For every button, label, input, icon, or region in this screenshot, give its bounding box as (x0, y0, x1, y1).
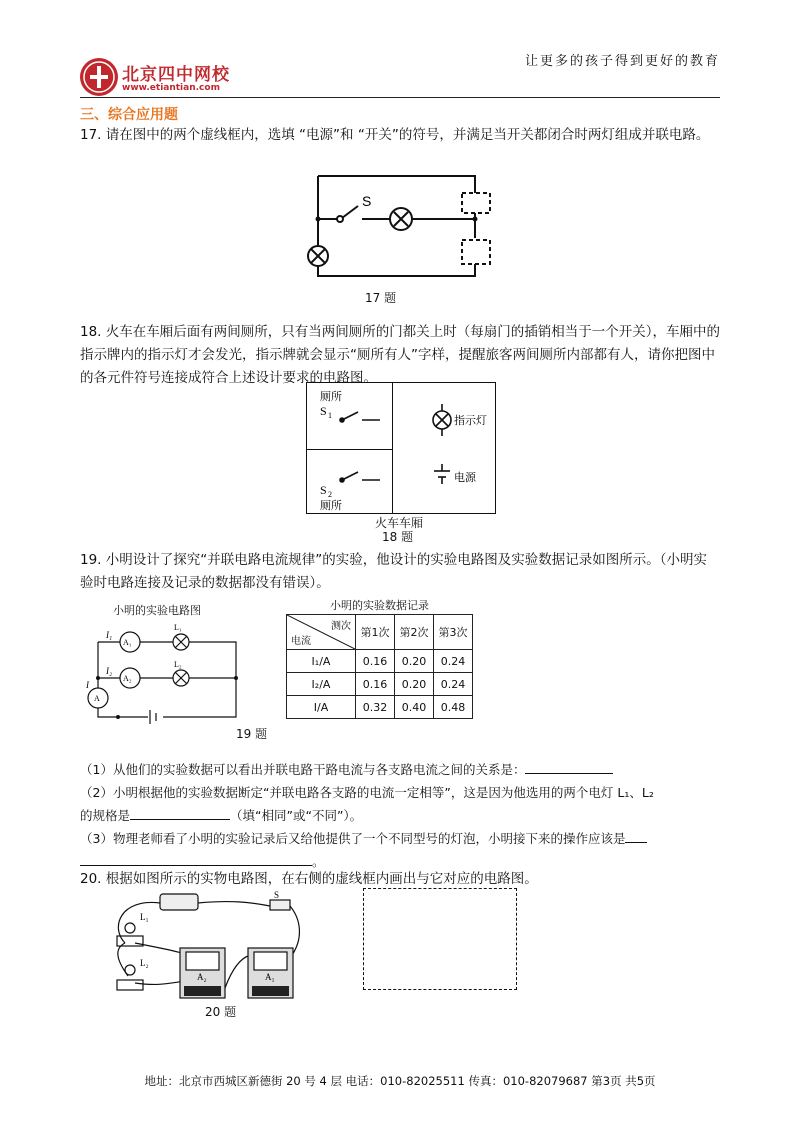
logo-url: www.etiantian.com (122, 83, 220, 93)
question-20-physical-circuit (100, 888, 320, 1013)
svg-text:厕所: 厕所 (320, 390, 342, 403)
question-17-circuit (300, 168, 510, 306)
svg-text:I: I (86, 680, 89, 690)
section-title: 三、综合应用题 (80, 107, 178, 123)
q19-sub3-blank: 。 (80, 850, 720, 873)
table-row: I₁/A 0.16 0.20 0.24 (287, 650, 473, 673)
svg-text:L₂: L₂ (174, 660, 182, 669)
svg-text:厕所: 厕所 (320, 499, 342, 512)
question-18-caption-b: 18 题 (382, 530, 414, 544)
table-row: I₂/A 0.16 0.20 0.24 (287, 673, 473, 696)
question-19-caption: 19 题 (236, 727, 268, 741)
column-header: 第3次 (434, 615, 473, 650)
answer-box[interactable] (363, 888, 517, 990)
svg-text:S: S (320, 483, 327, 497)
question-20-caption: 20 题 (205, 1005, 237, 1019)
svg-text:I₁: I₁ (106, 630, 113, 640)
switch-s-label: S (362, 193, 372, 209)
svg-text:S: S (320, 404, 327, 418)
q19-data-table (286, 614, 473, 719)
header-divider (80, 97, 720, 98)
header-slogan: 让更多的孩子得到更好的教育 (524, 54, 720, 69)
question-18-caption-a: 火车车厢 (375, 516, 424, 530)
svg-text:L₂: L₂ (140, 958, 149, 968)
svg-text:L₁: L₁ (140, 912, 149, 922)
question-18-text: 18. 火车在车厢后面有两间厕所，只有当两间厕所的门都关上时（每扇门的插销相当于一个开关），车厢中的指示牌内的指示灯才会发光，指示牌就会显示“厕所有人”字样，提醒旅客两间厕所内部都有人，请你把图中的各元件符号连接成符合上述设计要求的电路图。 (80, 324, 721, 386)
q19-sub2b: 的规格是 （填“相同”或“不同”）。 (80, 808, 363, 823)
svg-text:A₂: A₂ (197, 972, 207, 982)
question-17-text: 17. 请在图中的两个虚线框内，选填 “电源”和 “开关”的符号，并满足当开关都闭合时两灯组成并联电路。 (80, 127, 710, 143)
svg-text:A₁: A₁ (265, 972, 275, 982)
question-19-circuit (78, 620, 248, 730)
q19-sub1: （1）从他们的实验数据可以看出并联电路干路电流与各支路电流之间的关系是： (80, 758, 720, 781)
svg-text:2: 2 (328, 490, 332, 499)
svg-text:S: S (274, 890, 280, 900)
school-logo-emblem (80, 58, 118, 96)
column-header: 第2次 (395, 615, 434, 650)
q19-table-title: 小明的实验数据记录 (330, 599, 429, 612)
svg-text:指示灯: 指示灯 (454, 414, 487, 427)
page-footer: 地址：北京市西城区新德街 20 号 4 层 电话：010-82025511 传真：010-82079687 第3页 共5页 (144, 1074, 656, 1088)
logo-text: 北京四中网校 (122, 65, 230, 85)
svg-text:I₂: I₂ (106, 666, 113, 676)
svg-text:电源: 电源 (454, 471, 476, 484)
svg-text:1: 1 (328, 411, 332, 420)
question-17-caption: 17 题 (365, 291, 397, 305)
question-20-text: 20. 根据如图所示的实物电路图，在右侧的虚线框内画出与它对应的电路图。 (80, 871, 538, 887)
column-header: 第1次 (356, 615, 395, 650)
question-18-symbols (306, 382, 496, 514)
question-19-text: 19. 小明设计了探究“并联电路电流规律”的实验，他设计的实验电路图及实验数据记录如图所示。（小明实验时电路连接及记录的数据都没有错误）。 (80, 552, 707, 591)
table-corner-header: 测次 电流 (287, 615, 356, 650)
svg-text:L₁: L₁ (174, 623, 182, 632)
q19-circuit-title: 小明的实验电路图 (113, 604, 201, 617)
svg-text:A₁: A₁ (123, 638, 132, 647)
svg-text:A₂: A₂ (123, 674, 132, 683)
q19-sub2a: （2）小明根据他的实验数据断定“并联电路各支路的电流一定相等”，这是因为他选用的两个电灯 L₁、L₂ (80, 785, 654, 800)
table-row: I/A 0.32 0.40 0.48 (287, 696, 473, 719)
svg-text:A: A (94, 694, 100, 703)
q19-sub3: （3）物理老师看了小明的实验记录后又给他提供了一个不同型号的灯泡，小明接下来的操作应该是 (80, 827, 720, 850)
